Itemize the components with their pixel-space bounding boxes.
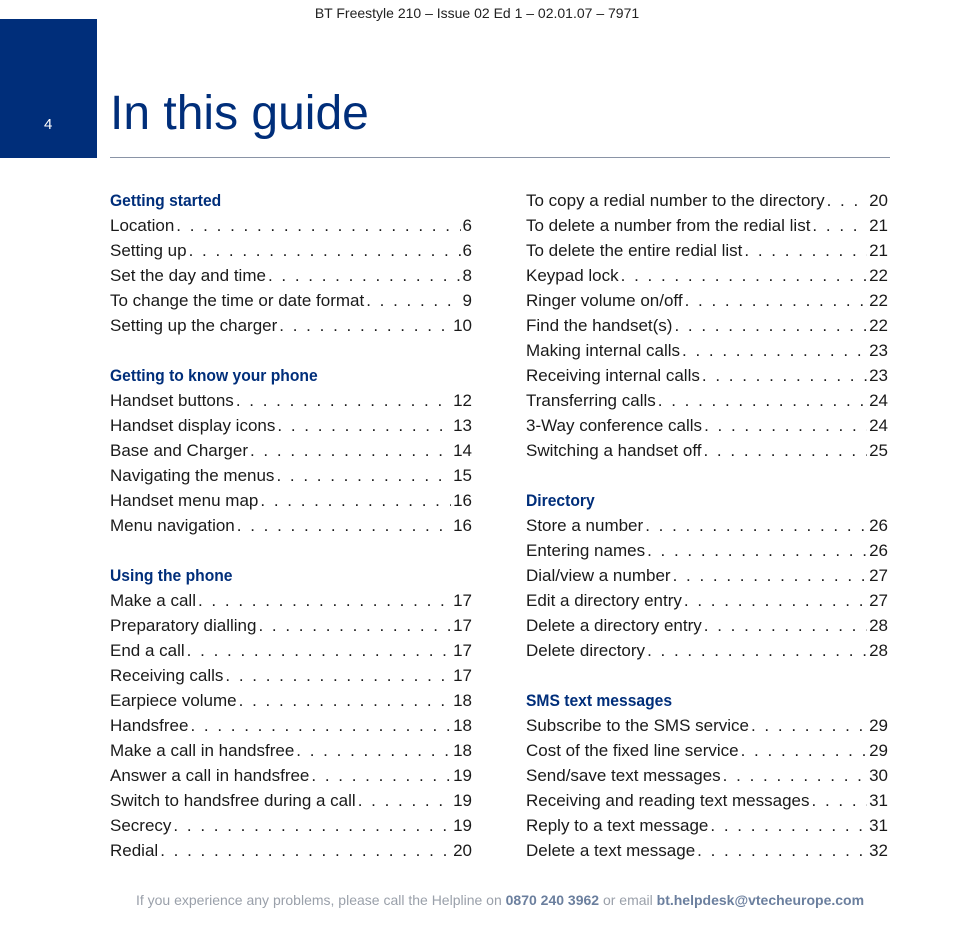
toc-entry (110, 638, 472, 663)
dot-leader (279, 313, 451, 338)
toc-entry-page: 18 (453, 741, 472, 760)
dot-leader (189, 238, 461, 263)
dot-leader (647, 638, 867, 663)
toc-entry (526, 513, 888, 538)
toc-section (526, 688, 888, 863)
toc-entry (110, 738, 472, 763)
dot-leader (239, 688, 451, 713)
toc-entry-page: 19 (453, 791, 472, 810)
dot-leader (296, 738, 451, 763)
toc-left-column (110, 188, 472, 888)
toc-entry (526, 538, 888, 563)
dot-leader (812, 788, 868, 813)
toc-entry-page: 26 (869, 541, 888, 560)
toc-entry (526, 638, 888, 663)
toc-entry-page: 29 (869, 741, 888, 760)
dot-leader (645, 513, 867, 538)
toc-entry-label: Entering names (526, 541, 646, 560)
toc-entry-page: 24 (869, 416, 888, 435)
toc-entry (526, 613, 888, 638)
toc-entry-label: Handset display icons (110, 416, 276, 435)
toc-entry (110, 763, 472, 788)
dot-leader (258, 613, 451, 638)
toc-entry (110, 413, 472, 438)
toc-entry-label: To delete a number from the redial list (526, 216, 811, 235)
toc-entry (110, 238, 472, 263)
toc-entry (526, 238, 888, 263)
dot-leader (237, 513, 451, 538)
toc-entry-label: Edit a directory entry (526, 591, 682, 610)
dot-leader (160, 838, 451, 863)
toc-entry-page: 24 (869, 391, 888, 410)
toc-entry-page: 22 (869, 291, 888, 310)
toc-entry-page: 31 (869, 791, 888, 810)
toc-entry (526, 588, 888, 613)
toc-entry (526, 713, 888, 738)
dot-leader (682, 338, 867, 363)
toc-entry-label: Set the day and time (110, 266, 266, 285)
toc-entry-label: Keypad lock (526, 266, 619, 285)
toc-entry-label: Find the handset(s) (526, 316, 673, 335)
toc-entry-label: Setting up (110, 241, 187, 260)
footer-prefix: If you experience any problems, please call the Helpline on (135, 892, 502, 908)
toc-entry-page: 17 (453, 666, 472, 685)
toc-entry (526, 763, 888, 788)
dot-leader (741, 738, 867, 763)
toc-entry-page: 28 (869, 641, 888, 660)
toc-entry-label: Cost of the fixed line service (526, 741, 739, 760)
dot-leader (673, 563, 868, 588)
toc-entry-label: To change the time or date format (110, 291, 365, 310)
dot-leader (277, 413, 451, 438)
toc-entry-page: 20 (453, 841, 472, 860)
toc-entry-page: 17 (453, 641, 472, 660)
toc-section (110, 563, 472, 863)
toc-entry-label: Subscribe to the SMS service (526, 716, 749, 735)
toc-entry-label: Navigating the menus (110, 466, 275, 485)
toc-entry-page: 6 (462, 241, 472, 260)
toc-entry (526, 788, 888, 813)
toc-entry-label: Redial (110, 841, 159, 860)
toc-entry-page: 9 (462, 291, 472, 310)
toc-entry-page: 18 (453, 691, 472, 710)
toc-entry (110, 588, 472, 613)
dot-leader (703, 438, 867, 463)
toc-entry (110, 513, 472, 538)
dot-leader (744, 238, 867, 263)
toc-entry (110, 663, 472, 688)
toc-entry-page: 26 (869, 516, 888, 535)
dot-leader (704, 613, 867, 638)
toc-entry (110, 713, 472, 738)
dot-leader (311, 763, 451, 788)
toc-entry (526, 288, 888, 313)
dot-leader (723, 763, 867, 788)
toc-entry-label: Reply to a text message (526, 816, 709, 835)
toc-entry-page: 22 (869, 316, 888, 335)
toc-entry-page: 20 (869, 191, 888, 210)
toc-entry (526, 838, 888, 863)
toc-entry-label: Ringer volume on/off (526, 291, 683, 310)
helpline-phone: 0870 240 3962 (505, 892, 600, 908)
toc-entry-label: To copy a redial number to the directory (526, 191, 825, 210)
toc-entry (526, 313, 888, 338)
dot-leader (704, 413, 867, 438)
section-heading: Using the phone (110, 566, 233, 585)
toc-entry (526, 213, 888, 238)
toc-entry (526, 263, 888, 288)
toc-entry-page: 14 (453, 441, 472, 460)
toc-entry-page: 8 (462, 266, 472, 285)
toc-entry (526, 738, 888, 763)
dot-leader (658, 388, 867, 413)
toc-entry-label: Receiving internal calls (526, 366, 700, 385)
toc-entry-page: 17 (453, 591, 472, 610)
dot-leader (236, 388, 451, 413)
toc-entry-page: 25 (869, 441, 888, 460)
toc-entry-label: Handsfree (110, 716, 189, 735)
dot-leader (647, 538, 867, 563)
toc-entry-label: Making internal calls (526, 341, 681, 360)
toc-section (526, 488, 888, 663)
toc-entry-label: 3-Way conference calls (526, 416, 703, 435)
dot-leader (225, 663, 451, 688)
dot-leader (276, 463, 451, 488)
dot-leader (268, 263, 461, 288)
toc-entry-label: Switch to handsfree during a call (110, 791, 356, 810)
toc-entry-label: Earpiece volume (110, 691, 237, 710)
toc-entry-page: 23 (869, 366, 888, 385)
toc-entry-page: 31 (869, 816, 888, 835)
toc-entry-label: Switching a handset off (526, 441, 702, 460)
toc-entry (526, 438, 888, 463)
toc-entry-label: Delete directory (526, 641, 646, 660)
page-number: 4 (44, 116, 53, 133)
toc-entry-page: 23 (869, 341, 888, 360)
dot-leader (827, 188, 867, 213)
toc-entry (110, 438, 472, 463)
toc-entry-label: Store a number (526, 516, 644, 535)
toc-entry-page: 27 (869, 591, 888, 610)
toc-entry-page: 19 (453, 766, 472, 785)
dot-leader (697, 838, 867, 863)
toc-entry-page: 28 (869, 616, 888, 635)
toc-entry (110, 313, 472, 338)
toc-entry-label: Make a call (110, 591, 196, 610)
dot-leader (685, 288, 868, 313)
toc-right-column (526, 188, 888, 888)
section-heading: Getting started (110, 191, 222, 210)
title-divider (110, 157, 890, 158)
toc-entry-page: 15 (453, 466, 472, 485)
helpdesk-email: bt.helpdesk@vtecheurope.com (656, 892, 865, 908)
toc-entry-label: Secrecy (110, 816, 172, 835)
toc-entry (526, 188, 888, 213)
toc-entry-label: Dial/view a number (526, 566, 671, 585)
toc-entry-page: 29 (869, 716, 888, 735)
helpline-footer (0, 892, 954, 908)
toc-entry-page: 16 (453, 516, 472, 535)
section-heading: Getting to know your phone (110, 366, 318, 385)
toc-entry (526, 338, 888, 363)
toc-entry-page: 22 (869, 266, 888, 285)
toc-entry (110, 288, 472, 313)
toc-entry (110, 813, 472, 838)
dot-leader (684, 588, 867, 613)
toc-entry-label: Make a call in handsfree (110, 741, 295, 760)
dot-leader (198, 588, 451, 613)
dot-leader (173, 813, 451, 838)
dot-leader (366, 288, 460, 313)
toc-entry (110, 388, 472, 413)
toc-entry-page: 13 (453, 416, 472, 435)
toc-entry-page: 21 (869, 216, 888, 235)
toc-entry-label: Answer a call in handsfree (110, 766, 310, 785)
toc-entry-page: 30 (869, 766, 888, 785)
toc-entry-label: Handset menu map (110, 491, 259, 510)
dot-leader (710, 813, 867, 838)
toc-entry (110, 488, 472, 513)
section-heading: Directory (526, 491, 595, 510)
toc-entry (526, 813, 888, 838)
toc-entry (526, 363, 888, 388)
page-title: In this guide (110, 87, 369, 140)
toc-section (110, 363, 472, 538)
dot-leader (358, 788, 451, 813)
dot-leader (751, 713, 867, 738)
dot-leader (187, 638, 451, 663)
document-header: BT Freestyle 210 – Issue 02 Ed 1 – 02.01.07 – 7971 (314, 5, 640, 21)
toc-entry-label: Delete a directory entry (526, 616, 702, 635)
section-heading: SMS text messages (526, 691, 673, 710)
toc-entry-page: 32 (869, 841, 888, 860)
toc-entry-label: Base and Charger (110, 441, 248, 460)
toc-entry-page: 19 (453, 816, 472, 835)
toc-entry (526, 563, 888, 588)
dot-leader (674, 313, 867, 338)
dot-leader (260, 488, 451, 513)
toc-entry-label: Handset buttons (110, 391, 234, 410)
toc-entry-page: 18 (453, 716, 472, 735)
toc-entry-label: To delete the entire redial list (526, 241, 743, 260)
toc-entry-label: Location (110, 216, 175, 235)
toc-entry (110, 213, 472, 238)
toc-entry-label: Preparatory dialling (110, 616, 257, 635)
dot-leader (190, 713, 451, 738)
toc-entry (110, 263, 472, 288)
toc-entry-page: 6 (462, 216, 472, 235)
toc-entry-page: 21 (869, 241, 888, 260)
toc-entry-page: 10 (453, 316, 472, 335)
page-tab (0, 19, 97, 158)
toc-entry-label: End a call (110, 641, 185, 660)
toc-entry (110, 838, 472, 863)
toc-section (110, 188, 472, 338)
toc-entry (110, 463, 472, 488)
toc-entry (110, 688, 472, 713)
footer-middle: or email (602, 892, 653, 908)
toc-entry-label: Delete a text message (526, 841, 696, 860)
toc-entry-label: Receiving calls (110, 666, 224, 685)
toc-section (526, 188, 888, 463)
toc-entry-page: 16 (453, 491, 472, 510)
toc-entry (526, 413, 888, 438)
toc-entry (110, 613, 472, 638)
toc-entry (110, 788, 472, 813)
toc-entry-page: 12 (453, 391, 472, 410)
toc-entry-label: Transferring calls (526, 391, 656, 410)
toc-entry-page: 27 (869, 566, 888, 585)
dot-leader (702, 363, 867, 388)
dot-leader (621, 263, 867, 288)
toc-entry-label: Setting up the charger (110, 316, 278, 335)
toc-entry-page: 17 (453, 616, 472, 635)
dot-leader (812, 213, 867, 238)
toc-entry-label: Receiving and reading text messages (526, 791, 810, 810)
dot-leader (250, 438, 451, 463)
toc-entry-label: Send/save text messages (526, 766, 721, 785)
dot-leader (176, 213, 460, 238)
toc-entry-label: Menu navigation (110, 516, 235, 535)
toc-entry (526, 388, 888, 413)
